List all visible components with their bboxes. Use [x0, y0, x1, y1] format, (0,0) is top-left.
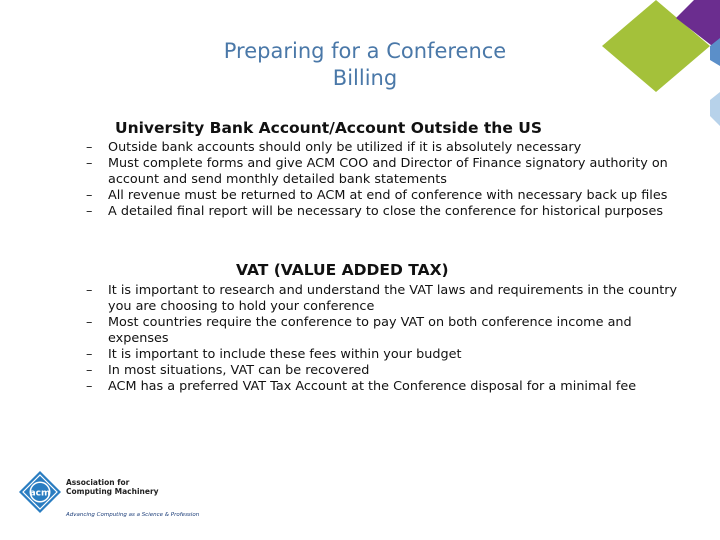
- list-item: [86, 140, 686, 156]
- section2-list: [86, 283, 686, 395]
- logo-tagline: Advancing Computing as a Science & Profession: [66, 512, 200, 518]
- list-item-text: Outside bank accounts should only be utilized if it is absolutely necessary: [108, 140, 582, 155]
- diamond-purple: [676, 0, 720, 52]
- list-item-text: ACM has a preferred VAT Tax Account at the Conference disposal for a minimal fee: [108, 379, 637, 394]
- bullet-dash: –: [86, 140, 93, 155]
- list-item: [86, 188, 686, 204]
- bullet-dash: –: [86, 156, 93, 171]
- list-item-text: It is important to research and understand the VAT laws and requirements in the country you are choosing to hold your conference: [108, 283, 678, 314]
- page-title: [170, 38, 560, 92]
- title-line-1: Preparing for a Conference: [223, 39, 507, 63]
- list-item: [86, 315, 686, 347]
- list-item: [86, 283, 686, 315]
- bullet-dash: –: [86, 188, 93, 203]
- list-item-text: Must complete forms and give ACM COO and Director of Finance signatory authority on account and send monthly detailed bank statements: [108, 156, 668, 187]
- diamond-blue: [710, 38, 720, 66]
- acm-diamond-icon: [18, 470, 62, 514]
- section2-heading: VAT (VALUE ADDED TAX): [236, 261, 449, 279]
- bullet-dash: –: [86, 363, 93, 378]
- list-item-text: All revenue must be returned to ACM at end of conference with necessary back up files: [108, 188, 668, 203]
- bullet-dash: –: [86, 379, 93, 394]
- list-item-text: In most situations, VAT can be recovered: [108, 363, 370, 378]
- logo-name-line-2: Computing Machinery: [66, 487, 159, 496]
- list-item: [86, 204, 686, 220]
- logo-name: [66, 478, 159, 496]
- list-item-text: Most countries require the conference to pay VAT on both conference income and expenses: [108, 315, 632, 346]
- bullet-dash: –: [86, 315, 93, 330]
- bullet-dash: –: [86, 283, 93, 298]
- logo-name-line-1: Association for: [66, 478, 130, 487]
- diamond-green: [602, 0, 710, 92]
- list-item-text: A detailed final report will be necessary to close the conference for historical purposes: [108, 204, 663, 219]
- bullet-dash: –: [86, 347, 93, 362]
- list-item: [86, 347, 686, 363]
- bullet-dash: –: [86, 204, 93, 219]
- diamond-light-blue: [710, 92, 720, 126]
- list-item-text: It is important to include these fees within your budget: [108, 347, 462, 362]
- list-item: [86, 156, 686, 188]
- title-line-2: Billing: [332, 66, 398, 90]
- acm-mark-text: acm: [29, 488, 51, 499]
- section1-list: [86, 140, 686, 220]
- acm-logo: [18, 464, 218, 524]
- list-item: [86, 363, 686, 379]
- section1-heading: University Bank Account/Account Outside the US: [115, 119, 542, 137]
- list-item: [86, 379, 686, 395]
